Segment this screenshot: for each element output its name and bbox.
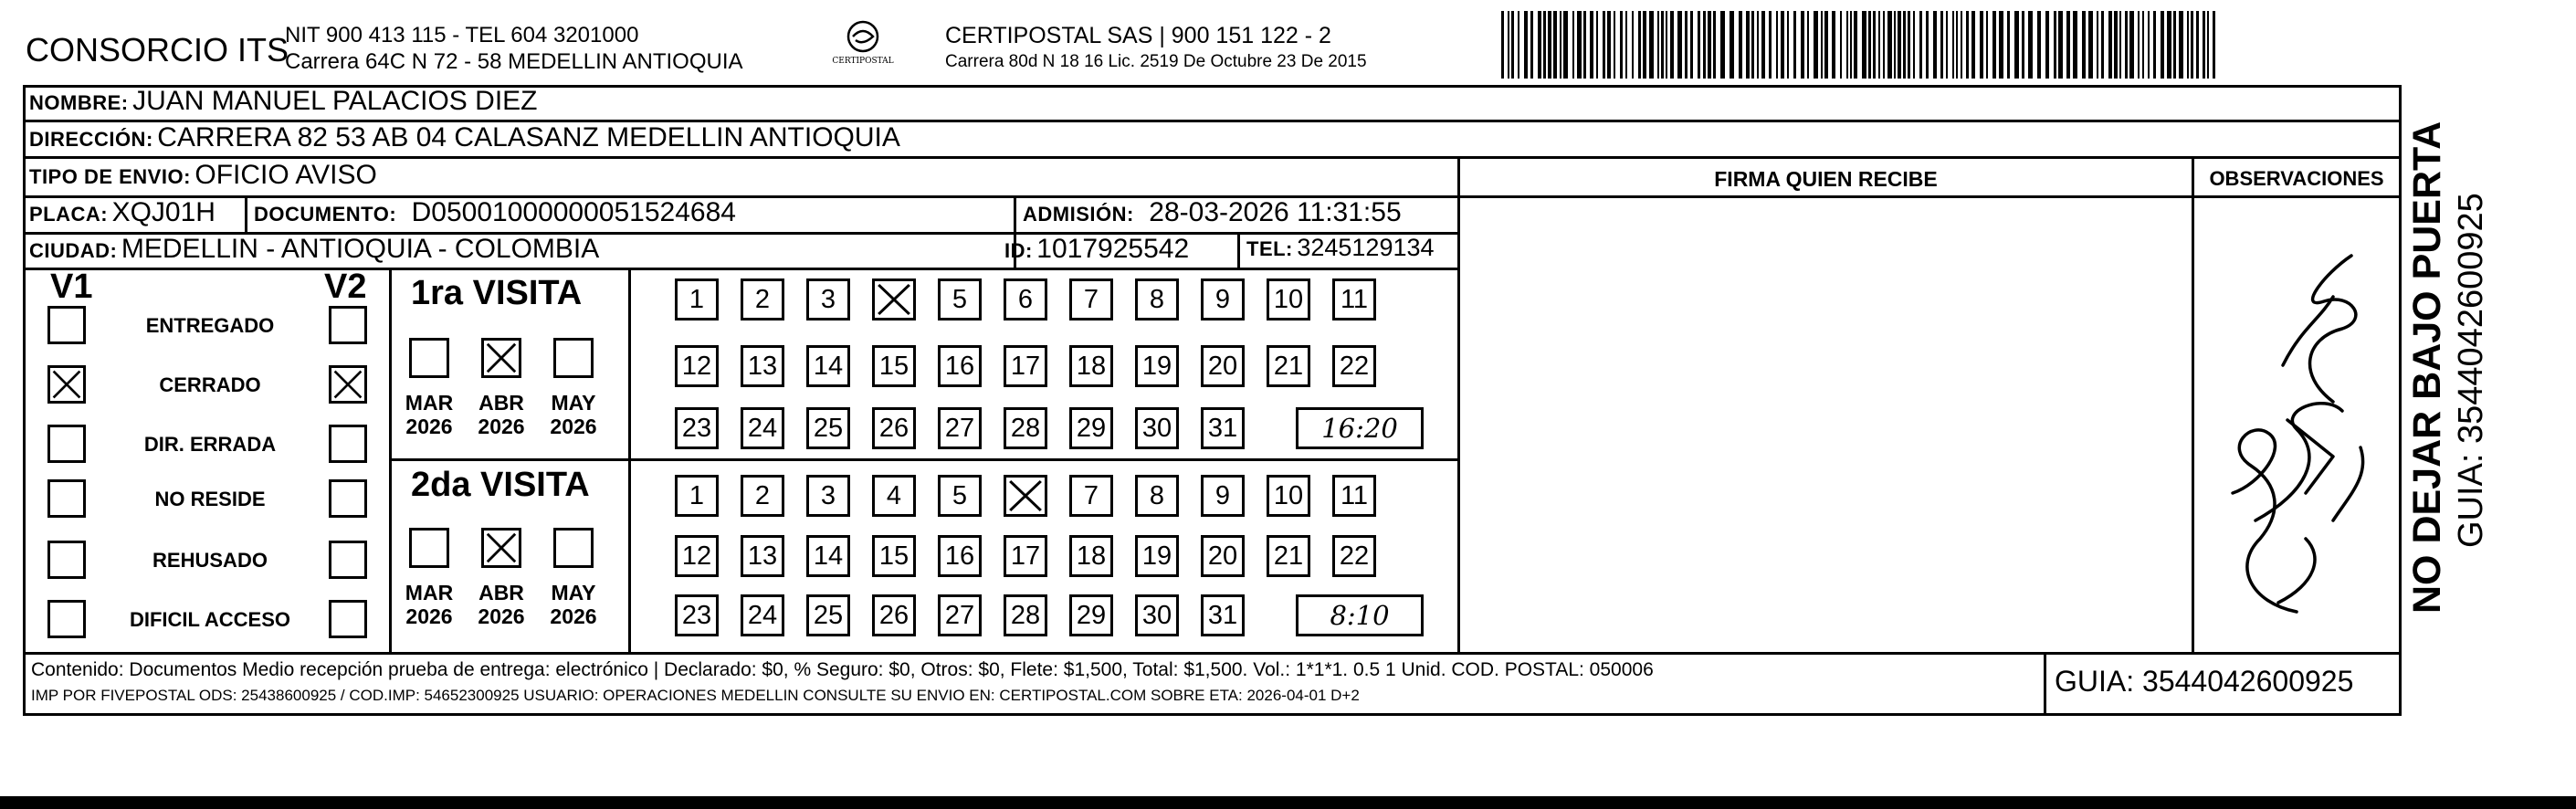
barcode-bar [1980, 11, 1983, 79]
barcode-bar [1801, 11, 1804, 79]
day-box[interactable]: 24 [741, 407, 784, 449]
barcode-bar [1887, 11, 1892, 79]
day-box[interactable]: 5 [938, 278, 982, 320]
month-checkbox[interactable] [409, 338, 449, 378]
v2-checkbox[interactable] [329, 306, 367, 344]
barcode-bar [1840, 11, 1842, 79]
barcode-bar [2037, 11, 2041, 79]
barcode-bar [1913, 11, 1915, 79]
month-checkbox[interactable] [409, 528, 449, 568]
barcode-bar [1530, 11, 1533, 79]
day-box[interactable]: 13 [741, 345, 784, 387]
barcode-bar [2138, 11, 2140, 79]
scan-edge [0, 796, 2576, 809]
barcode-bar [2108, 11, 2112, 79]
barcode-bar [1946, 11, 1948, 79]
x-mark-icon [484, 341, 519, 375]
barcode-bar [1638, 11, 1641, 79]
barcode-bar [1832, 11, 1835, 79]
barcode-bar [2191, 11, 2193, 79]
barcode-bar [2088, 11, 2093, 79]
day-box[interactable]: 2 [741, 278, 784, 320]
day-box[interactable]: 14 [806, 535, 850, 577]
barcode-bar [1603, 11, 1605, 79]
day-box[interactable]: 21 [1267, 535, 1310, 577]
side-instruction: NO DEJAR BAJO PUERTA [2405, 121, 2449, 614]
barcode-bar [2167, 11, 2171, 79]
barcode-bar [2119, 11, 2121, 79]
direccion-label: DIRECCIÓN: [29, 128, 153, 151]
month-checkbox[interactable] [553, 528, 594, 568]
barcode-bar [1563, 11, 1568, 79]
admision-label: ADMISIÓN: [1023, 203, 1134, 226]
tipo-envio-row [29, 160, 377, 191]
day-box[interactable]: 23 [675, 407, 719, 449]
barcode-bar [2213, 11, 2215, 79]
day-box[interactable]: 8 [1135, 278, 1179, 320]
day-box[interactable]: 18 [1069, 535, 1113, 577]
day-box[interactable]: 10 [1267, 475, 1310, 517]
id-cell [1004, 234, 1189, 265]
documento-value: D05001000000051524684 [411, 197, 736, 227]
barcode-bar [2125, 11, 2128, 79]
day-box[interactable]: 1 [675, 475, 719, 517]
barcode-bar [2073, 11, 2077, 79]
status-reason-label: REHUSADO [152, 549, 268, 572]
v2-checkbox[interactable] [329, 541, 367, 579]
barcode-bar [1992, 11, 1996, 79]
tel-value: 3245129134 [1297, 234, 1435, 261]
barcode-bar [2153, 11, 2156, 79]
day-box[interactable]: 9 [1201, 278, 1245, 320]
observaciones-header: OBSERVACIONES [2209, 167, 2384, 190]
barcode-bar [1999, 11, 2003, 79]
barcode-bar [2007, 11, 2010, 79]
ciudad-label: CIUDAD: [29, 239, 118, 262]
day-box[interactable]: 21 [1267, 345, 1310, 387]
day-box[interactable]: 16 [938, 345, 982, 387]
barcode-bar [2187, 11, 2189, 79]
barcode-bar [1703, 11, 1706, 79]
tel-label: TEL: [1246, 237, 1293, 260]
v1-checkbox[interactable] [47, 365, 86, 404]
barcode-bar [1620, 11, 1623, 79]
v1-header: V1 [50, 268, 93, 306]
barcode-bar [1698, 11, 1700, 79]
barcode-bar [2148, 11, 2150, 79]
barcode-bar [1751, 11, 1754, 79]
barcode-bar [1548, 11, 1551, 79]
v1-checkbox[interactable] [47, 541, 86, 579]
day-box[interactable]: 27 [938, 594, 982, 636]
day-box[interactable]: 25 [806, 594, 850, 636]
barcode-bar [2082, 11, 2086, 79]
visit1-title: 1ra VISITA [411, 274, 583, 312]
barcode-bar [1873, 11, 1876, 79]
barcode-bar [1746, 11, 1750, 79]
day-box[interactable] [872, 278, 916, 320]
month-checkbox[interactable] [481, 338, 521, 378]
barcode-bar [1670, 11, 1674, 79]
month-label: MAR 2026 [405, 581, 454, 628]
handwritten-signature [2196, 219, 2397, 639]
day-box[interactable]: 10 [1267, 278, 1310, 320]
barcode-bar [1524, 11, 1528, 79]
day-box[interactable]: 31 [1201, 594, 1245, 636]
barcode-bar [1761, 11, 1765, 79]
day-box[interactable]: 3 [806, 475, 850, 517]
x-mark-icon [1006, 478, 1045, 514]
tipo-envio-label: TIPO DE ENVIO: [29, 165, 191, 188]
day-box[interactable]: 8 [1135, 475, 1179, 517]
barcode-bar [2045, 11, 2049, 79]
status-reason-label: DIFICIL ACCESO [129, 608, 290, 631]
day-box[interactable]: 24 [741, 594, 784, 636]
barcode-bar [1661, 11, 1664, 79]
barcode-bar [2097, 11, 2098, 79]
barcode-bar [2054, 11, 2056, 79]
barcode-bar [1862, 11, 1866, 79]
barcode-bar [1919, 11, 1922, 79]
v1-checkbox[interactable] [47, 479, 86, 518]
day-box[interactable]: 26 [872, 594, 916, 636]
barcode-bar [1940, 11, 1943, 79]
x-mark-icon [331, 368, 364, 401]
barcode-bar [1614, 11, 1615, 79]
month-label: MAR 2026 [405, 391, 454, 438]
v1-checkbox[interactable] [47, 600, 86, 638]
status-reason-label: DIR. ERRADA [143, 433, 277, 456]
day-box[interactable]: 20 [1201, 345, 1245, 387]
barcode-bar [1643, 11, 1646, 79]
barcode-bar [2173, 11, 2176, 79]
day-box[interactable]: 30 [1135, 594, 1179, 636]
day-box[interactable]: 13 [741, 535, 784, 577]
status-reason-label: CERRADO [159, 373, 261, 396]
barcode-bar [1898, 11, 1901, 79]
placa-label: PLACA: [29, 203, 109, 226]
provider-license: Carrera 80d N 18 16 Lic. 2519 De Octubre 23 De 2015 [945, 52, 1367, 71]
v2-checkbox[interactable] [329, 600, 367, 638]
barcode-bar [2066, 11, 2070, 79]
barcode-bar [1708, 11, 1711, 79]
nombre-label: NOMBRE: [29, 91, 129, 114]
barcode-bar [2101, 11, 2104, 79]
barcode-bar [1769, 11, 1772, 79]
visit-time: 16:20 [1296, 407, 1424, 449]
day-box[interactable]: 17 [1004, 535, 1047, 577]
v1-checkbox[interactable] [47, 306, 86, 344]
day-box[interactable]: 22 [1332, 345, 1376, 387]
x-mark-icon [484, 531, 519, 565]
barcode-bar [2114, 11, 2118, 79]
barcode-bar [1518, 11, 1519, 79]
day-box[interactable]: 4 [872, 475, 916, 517]
barcode-bar [1553, 11, 1557, 79]
month-label: ABR 2026 [478, 391, 525, 438]
barcode-bar [1508, 11, 1509, 79]
day-box[interactable]: 31 [1201, 407, 1245, 449]
barcode-bar [1966, 11, 1969, 79]
barcode-bar [1690, 11, 1693, 79]
barcode-bar [1730, 11, 1734, 79]
footer-content: Contenido: Documentos Medio recepción prueba de entrega: electrónico | Declarado: $0, % Seguro: $0, Otros: $0, Flete: $1,500, Total: $1,500. Vol.: 1*1*1. 0.5 1 Unid. COD. POSTAL: 050006 [31, 659, 1654, 680]
barcode-bar [1685, 11, 1688, 79]
logo-text: CERTIPOSTAL [832, 57, 894, 66]
barcode-bar [1961, 11, 1962, 79]
barcode-bar [1787, 11, 1789, 79]
ciudad-value: MEDELLIN - ANTIOQUIA - COLOMBIA [121, 234, 600, 264]
day-box[interactable]: 19 [1135, 535, 1179, 577]
barcode-bar [1538, 11, 1541, 79]
barcode-bar [2142, 11, 2144, 79]
v2-header: V2 [324, 268, 367, 306]
admision-value: 28-03-2026 11:31:55 [1149, 197, 1402, 227]
barcode-bar [2129, 11, 2134, 79]
barcode-bar [1713, 11, 1716, 79]
barcode-bar [2022, 11, 2024, 79]
company-name: CONSORCIO ITS [26, 31, 289, 68]
barcode-bar [1720, 11, 1725, 79]
day-box[interactable]: 27 [938, 407, 982, 449]
side-guia: GUIA: 3544042600925 [2452, 193, 2490, 548]
day-box[interactable]: 28 [1004, 407, 1047, 449]
x-mark-icon [875, 281, 913, 318]
company-address: Carrera 64C N 72 - 58 MEDELLIN ANTIOQUIA [285, 49, 743, 74]
day-box[interactable]: 30 [1135, 407, 1179, 449]
nombre-value: JUAN MANUEL PALACIOS DIEZ [132, 86, 538, 116]
id-value: 1017925542 [1036, 234, 1190, 264]
barcode-bar [2161, 11, 2164, 79]
barcode-bar [1824, 11, 1828, 79]
barcode-bar [1894, 11, 1896, 79]
day-box[interactable]: 17 [1004, 345, 1047, 387]
day-box[interactable]: 23 [675, 594, 719, 636]
barcode-bar [1632, 11, 1634, 79]
barcode-bar [1583, 11, 1586, 79]
barcode-bar [1560, 11, 1561, 79]
day-box[interactable]: 11 [1332, 475, 1376, 517]
day-box[interactable]: 6 [1004, 278, 1047, 320]
x-mark-icon [50, 368, 83, 401]
day-box[interactable]: 28 [1004, 594, 1047, 636]
month-checkbox[interactable] [553, 338, 594, 378]
barcode-bar [1878, 11, 1880, 79]
barcode-bar [1926, 11, 1929, 79]
barcode-bar [1543, 11, 1546, 79]
barcode-bar [1986, 11, 1988, 79]
status-reason-label: ENTREGADO [145, 314, 275, 337]
day-box[interactable]: 9 [1201, 475, 1245, 517]
admision-cell [1023, 197, 1402, 228]
barcode-bar [1590, 11, 1593, 79]
barcode-bar [1625, 11, 1627, 79]
day-box[interactable]: 26 [872, 407, 916, 449]
status-reason-label: NO RESIDE [154, 488, 266, 510]
barcode-bar [1883, 11, 1885, 79]
direccion-value: CARRERA 82 53 AB 04 CALASANZ MEDELLIN ANTIOQUIA [157, 122, 900, 152]
barcode-bar [2179, 11, 2183, 79]
barcode-bar [1814, 11, 1818, 79]
barcode-bar [1821, 11, 1823, 79]
month-label: MAY 2026 [550, 581, 597, 628]
day-box[interactable]: 5 [938, 475, 982, 517]
barcode-bar [1577, 11, 1582, 79]
month-checkbox[interactable] [481, 528, 521, 568]
barcode-bar [1956, 11, 1958, 79]
barcode-bar [1649, 11, 1654, 79]
barcode-bar [1501, 11, 1504, 79]
documento-cell [254, 197, 736, 228]
month-label: ABR 2026 [478, 581, 525, 628]
day-box[interactable]: 18 [1069, 345, 1113, 387]
barcode-bar [1807, 11, 1809, 79]
v2-checkbox[interactable] [329, 425, 367, 463]
barcode-bar [1793, 11, 1796, 79]
day-box[interactable]: 29 [1069, 594, 1113, 636]
barcode-bar [2207, 11, 2209, 79]
barcode-bar [1933, 11, 1937, 79]
barcode-bar [1903, 11, 1906, 79]
visit2-title: 2da VISITA [411, 466, 590, 504]
day-box[interactable]: 15 [872, 345, 916, 387]
direccion-row [29, 122, 900, 153]
company-nit: NIT 900 413 115 - TEL 604 3201000 [285, 23, 639, 47]
ciudad-cell [29, 234, 599, 265]
barcode-bar [2203, 11, 2205, 79]
day-box[interactable]: 3 [806, 278, 850, 320]
barcode [1498, 11, 2219, 79]
day-box[interactable]: 7 [1069, 475, 1113, 517]
barcode-bar [1757, 11, 1759, 79]
barcode-bar [1596, 11, 1598, 79]
footer-print-info: IMP POR FIVEPOSTAL ODS: 25438600925 / COD.IMP: 54652300925 USUARIO: OPERACIONES MEDELLIN CONSULTE SU ENVIO EN: CERTIPOSTAL.COM SOBRE ETA: 2026-04-01 D+2 [31, 687, 1360, 704]
barcode-bar [1776, 11, 1778, 79]
barcode-bar [2058, 11, 2063, 79]
barcode-bar [1511, 11, 1514, 79]
visit-time: 8:10 [1296, 594, 1424, 636]
barcode-bar [1854, 11, 1857, 79]
day-box[interactable]: 15 [872, 535, 916, 577]
day-box[interactable]: 7 [1069, 278, 1113, 320]
nombre-row [29, 86, 538, 121]
barcode-bar [1971, 11, 1975, 79]
v2-checkbox[interactable] [329, 365, 367, 404]
barcode-graphic [1498, 11, 2219, 79]
v2-checkbox[interactable] [329, 479, 367, 518]
day-box[interactable]: 16 [938, 535, 982, 577]
day-box[interactable]: 2 [741, 475, 784, 517]
day-box[interactable]: 12 [675, 345, 719, 387]
day-box[interactable]: 19 [1135, 345, 1179, 387]
tel-cell [1246, 234, 1435, 262]
v1-checkbox[interactable] [47, 425, 86, 463]
day-box[interactable]: 14 [806, 345, 850, 387]
barcode-bar [1908, 11, 1910, 79]
placa-value: XQJ01H [111, 197, 216, 227]
signature [2196, 219, 2397, 639]
id-label: ID: [1004, 239, 1033, 262]
barcode-bar [2196, 11, 2199, 79]
certipostal-logo [813, 18, 913, 73]
barcode-bar [1850, 11, 1852, 79]
barcode-bar [1666, 11, 1667, 79]
firma-header: FIRMA QUIEN RECIBE [1714, 167, 1938, 191]
day-box[interactable]: 1 [675, 278, 719, 320]
day-box[interactable]: 29 [1069, 407, 1113, 449]
day-box[interactable]: 22 [1332, 535, 1376, 577]
barcode-bar [1846, 11, 1848, 79]
barcode-bar [1739, 11, 1742, 79]
barcode-bar [1657, 11, 1659, 79]
provider-name: CERTIPOSTAL SAS | 900 151 122 - 2 [945, 23, 1331, 48]
day-box[interactable]: 20 [1201, 535, 1245, 577]
day-box[interactable] [1004, 475, 1047, 517]
placa-cell [29, 197, 216, 228]
day-box[interactable]: 12 [675, 535, 719, 577]
tipo-envio-value: OFICIO AVISO [195, 160, 377, 190]
month-label: MAY 2026 [550, 391, 597, 438]
barcode-bar [1607, 11, 1611, 79]
day-box[interactable]: 25 [806, 407, 850, 449]
barcode-bar [1781, 11, 1784, 79]
barcode-bar [2028, 11, 2033, 79]
documento-label: DOCUMENTO: [254, 203, 397, 226]
barcode-bar [1952, 11, 1954, 79]
barcode-bar [1677, 11, 1682, 79]
barcode-bar [1868, 11, 1871, 79]
footer-guia: GUIA: 3544042600925 [2055, 665, 2354, 698]
barcode-bar [1572, 11, 1574, 79]
barcode-bar [2014, 11, 2019, 79]
day-box[interactable]: 11 [1332, 278, 1376, 320]
